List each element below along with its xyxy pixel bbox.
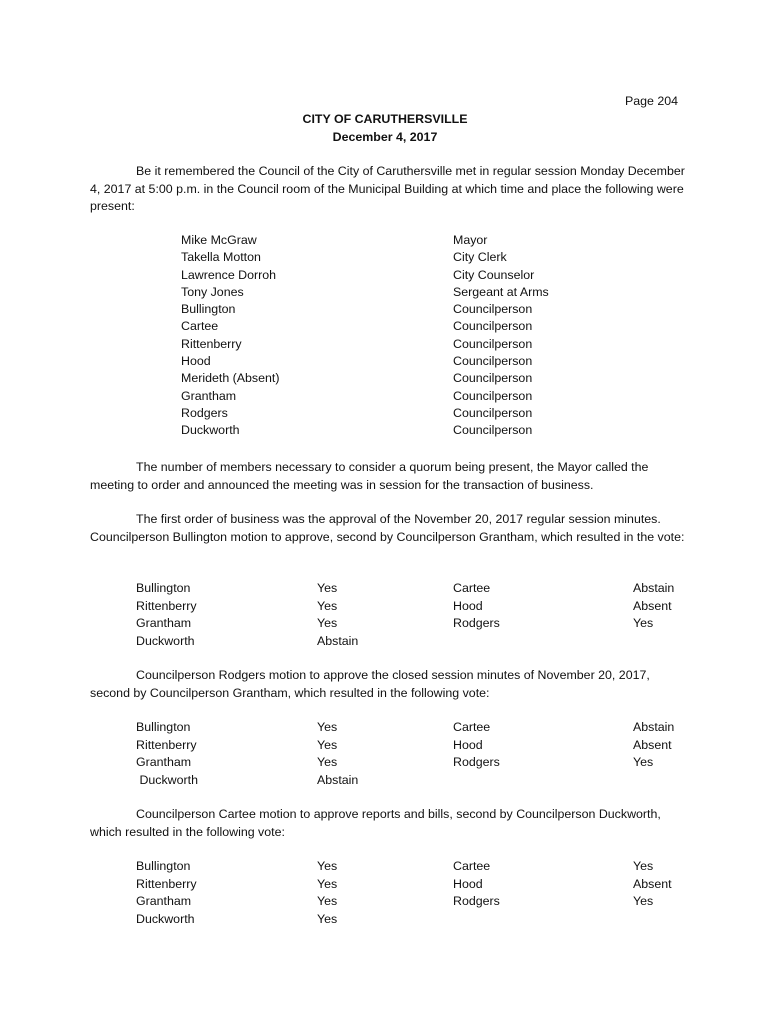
voter-name: Cartee	[453, 581, 491, 595]
vote-value: Yes	[317, 581, 338, 595]
vote-row	[136, 876, 696, 894]
motion-3-paragraph: Councilperson Cartee motion to approve reports and bills, second by Councilperson Duckworth, which resulted in the following vote:	[90, 807, 661, 839]
vote-row	[136, 893, 696, 911]
vote-value: Yes	[317, 737, 338, 752]
vote-row	[136, 754, 696, 772]
vote-row	[136, 772, 696, 790]
attendee-name: Takella Motton	[181, 250, 261, 265]
attendee-role: Councilperson	[453, 354, 533, 369]
vote-row	[136, 633, 696, 651]
vote-value: Yes	[317, 755, 338, 769]
vote-value: Abstain	[317, 772, 359, 787]
document-title: CITY OF CARUTHERSVILLE	[302, 112, 468, 126]
attendee-name: Cartee	[181, 319, 219, 334]
attendee-row	[181, 422, 601, 439]
vote-value: Yes	[317, 859, 338, 873]
attendee-name: Lawrence Dorroh	[181, 267, 277, 282]
attendee-role: Councilperson	[453, 319, 533, 334]
vote-value: Yes	[317, 894, 338, 908]
attendee-row	[181, 249, 601, 266]
attendee-role: Councilperson	[453, 423, 533, 438]
attendee-name: Duckworth	[181, 423, 240, 438]
attendee-row	[181, 301, 601, 318]
attendee-role: Sergeant at Arms	[453, 284, 549, 299]
voter-name: Rittenberry	[136, 876, 197, 891]
attendee-row	[181, 318, 601, 335]
page-number: Page 204	[625, 94, 679, 108]
attendee-name: Bullington	[181, 302, 236, 317]
voter-name: Rodgers	[453, 755, 500, 769]
voter-name: Bullington	[136, 720, 191, 734]
vote-value: Yes	[317, 598, 338, 613]
vote-row	[136, 719, 696, 737]
attendee-role: Councilperson	[453, 371, 533, 386]
vote-value: Yes	[317, 911, 338, 926]
attendee-row	[181, 336, 601, 353]
vote-table-3	[136, 858, 696, 928]
attendee-row	[181, 232, 601, 249]
voter-name: Hood	[453, 737, 483, 752]
attendee-row	[181, 353, 601, 370]
vote-row	[136, 737, 696, 755]
voter-name: Grantham	[136, 616, 192, 630]
vote-value: Absent	[633, 737, 672, 752]
vote-row	[136, 911, 696, 929]
vote-value: Absent	[633, 876, 672, 891]
attendee-role: Councilperson	[453, 388, 533, 403]
motion-2-paragraph: Councilperson Rodgers motion to approve the closed session minutes of November 20, 2017, second by Councilperson Grantham, which resulted in the following vote:	[90, 668, 650, 700]
motion-1-paragraph: The first order of business was the approval of the November 20, 2017 regular session minutes. Councilperson Bullington motion to approve, second by Councilperson Grantham, which resulted in the vote:	[90, 512, 685, 544]
vote-value: Yes	[633, 755, 654, 769]
voter-name: Grantham	[136, 894, 192, 908]
vote-value: Yes	[633, 894, 654, 908]
vote-value: Abstain	[317, 633, 359, 648]
attendee-row	[181, 267, 601, 284]
voter-name: Rittenberry	[136, 598, 197, 613]
vote-row	[136, 598, 696, 616]
vote-value: Yes	[317, 876, 338, 891]
vote-value: Yes	[633, 859, 654, 873]
voter-name: Hood	[453, 598, 483, 613]
attendee-role: Councilperson	[453, 302, 533, 317]
attendee-row	[181, 405, 601, 422]
vote-value: Yes	[633, 616, 654, 630]
attendee-role: Councilperson	[453, 336, 533, 351]
vote-value: Yes	[317, 616, 338, 630]
vote-row	[136, 858, 696, 876]
attendee-role: Councilperson	[453, 405, 533, 420]
attendee-row	[181, 284, 601, 301]
attendee-role: City Clerk	[453, 250, 507, 265]
attendee-name: Hood	[181, 354, 211, 369]
attendee-role: Mayor	[453, 233, 488, 247]
voter-name: Duckworth	[136, 772, 198, 787]
voter-name: Duckworth	[136, 633, 195, 648]
voter-name: Rittenberry	[136, 737, 197, 752]
attendee-name: Tony Jones	[181, 284, 244, 299]
voter-name: Rodgers	[453, 616, 500, 630]
attendance-roster	[181, 232, 601, 440]
vote-row	[136, 615, 696, 633]
vote-table-1	[136, 580, 696, 650]
vote-value: Abstain	[633, 581, 675, 595]
vote-table-2	[136, 719, 696, 789]
attendee-name: Rittenberry	[181, 336, 242, 351]
vote-value: Absent	[633, 598, 672, 613]
voter-name: Cartee	[453, 859, 491, 873]
attendee-name: Merideth (Absent)	[181, 371, 280, 386]
attendee-row	[181, 388, 601, 405]
vote-value: Abstain	[633, 720, 675, 734]
intro-paragraph: Be it remembered the Council of the City of Caruthersville met in regular session Monday December 4, 2017 at 5:00 p.m. in the Council room of the Municipal Building at which time and place the following were present:	[90, 164, 685, 213]
voter-name: Hood	[453, 876, 483, 891]
vote-row	[136, 580, 696, 598]
voter-name: Bullington	[136, 581, 191, 595]
voter-name: Grantham	[136, 755, 192, 769]
voter-name: Bullington	[136, 859, 191, 873]
quorum-paragraph: The number of members necessary to consider a quorum being present, the Mayor called the meeting to order and announced the meeting was in session for the transaction of business.	[90, 460, 649, 492]
voter-name: Duckworth	[136, 911, 195, 926]
vote-value: Yes	[317, 720, 338, 734]
attendee-role: City Counselor	[453, 267, 535, 282]
voter-name: Cartee	[453, 720, 491, 734]
attendee-name: Grantham	[181, 388, 237, 403]
voter-name: Rodgers	[453, 894, 500, 908]
attendee-name: Mike McGraw	[181, 233, 257, 247]
attendee-name: Rodgers	[181, 405, 228, 420]
meeting-date: December 4, 2017	[332, 130, 438, 144]
attendee-row	[181, 370, 601, 387]
